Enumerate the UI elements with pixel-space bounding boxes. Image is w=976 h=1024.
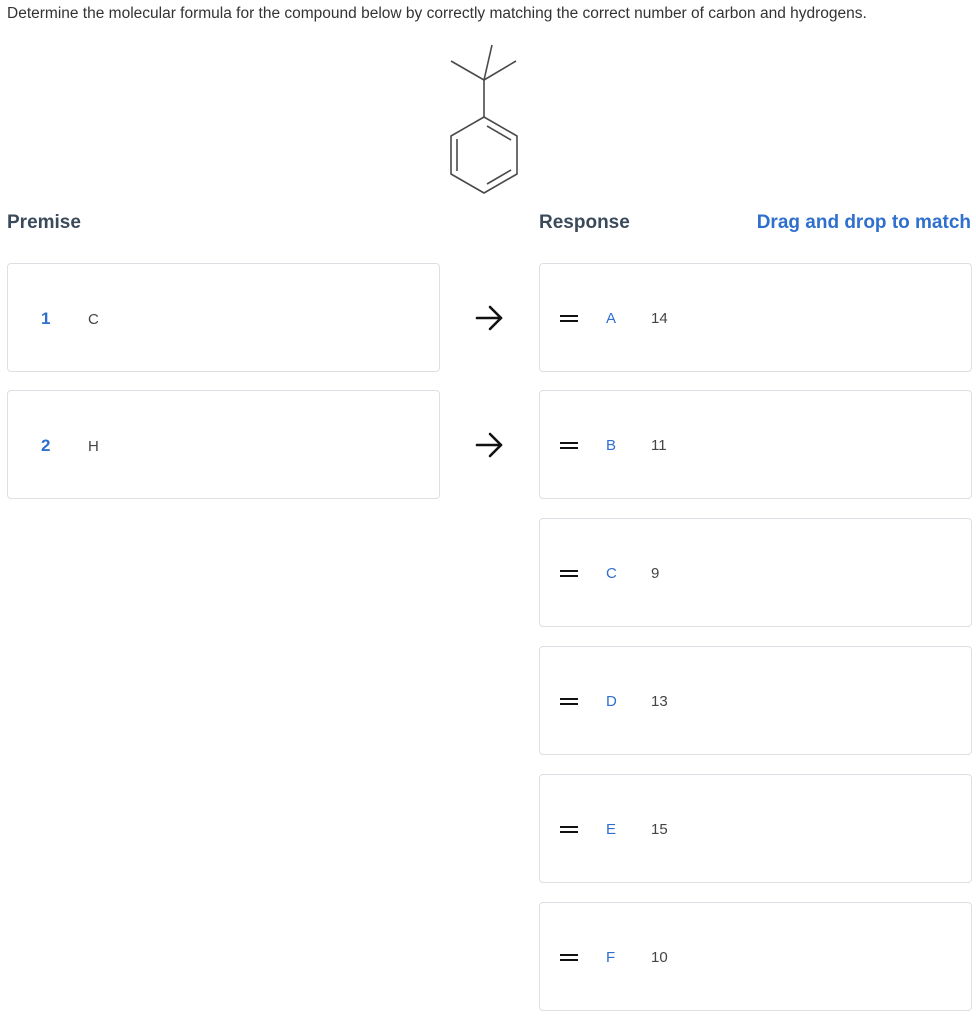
response-value: 14 — [651, 310, 668, 327]
drag-handle-icon[interactable] — [560, 315, 578, 324]
premise-label: H — [88, 438, 99, 455]
response-value: 11 — [651, 437, 667, 454]
premise-header: Premise — [7, 212, 81, 233]
arrow-right-icon — [474, 431, 506, 459]
premise-number: 2 — [41, 436, 51, 455]
response-letter: E — [606, 821, 617, 838]
premise-card-1[interactable] — [7, 263, 440, 372]
response-card-f[interactable] — [539, 902, 972, 1011]
response-value: 15 — [651, 821, 668, 838]
response-value: 10 — [651, 949, 668, 966]
response-letter: A — [606, 310, 617, 327]
response-card-a[interactable] — [539, 263, 972, 372]
drag-handle-icon[interactable] — [560, 570, 578, 579]
drag-handle-icon[interactable] — [560, 954, 578, 963]
response-value: 9 — [651, 565, 660, 582]
response-card-e[interactable] — [539, 774, 972, 883]
drag-handle-icon[interactable] — [560, 826, 578, 835]
arrow-right-icon — [474, 304, 506, 332]
response-header: Response — [539, 212, 630, 233]
response-card-c[interactable] — [539, 518, 972, 627]
response-value: 13 — [651, 693, 668, 710]
response-letter: D — [606, 693, 617, 710]
premise-label: C — [88, 311, 99, 328]
response-letter: C — [606, 565, 617, 582]
response-letter: B — [606, 437, 617, 454]
premise-number: 1 — [41, 309, 51, 328]
premise-card-2[interactable] — [7, 390, 440, 499]
response-card-b[interactable] — [539, 390, 972, 499]
drag-handle-icon[interactable] — [560, 442, 578, 451]
molecule-structure-image — [444, 40, 524, 196]
response-letter: F — [606, 949, 616, 966]
response-card-d[interactable] — [539, 646, 972, 755]
drag-hint-label: Drag and drop to match — [756, 212, 971, 233]
drag-handle-icon[interactable] — [560, 698, 578, 707]
question-text: Determine the molecular formula for the compound below by correctly matching the correct number of carbon and hydrogens. — [7, 5, 867, 22]
